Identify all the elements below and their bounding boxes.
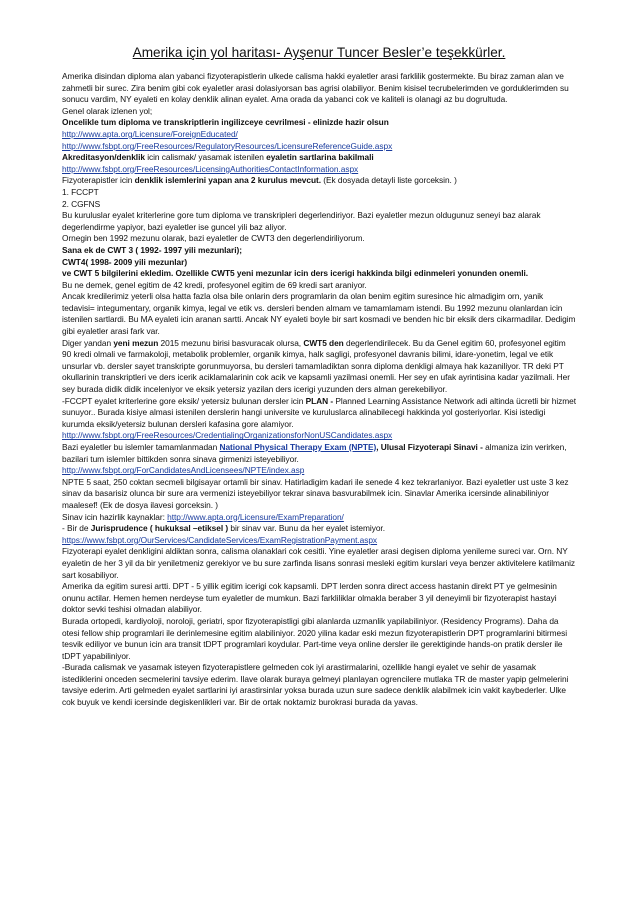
document-title: Amerika için yol haritası- Ayşenur Tuncer Besler’e teşekkürler. — [132, 45, 506, 60]
bold-text: Sana ek de CWT 3 ( 1992- 1997 yili mezunlari); — [62, 244, 242, 255]
text-run: Burada ortopedi, kardiyoloji, noroloji, geriatri, spor fizyoterapistligi gibi alanlarda uzmanlik yapilabiliniyor. (Residency Programs). Daha da otesi fellow ship programlari ile derinlemesine egitim alabiliniyor. 2020 yilina kadar eski mezun fizyoterapistlerin DPT programlarini bitirmesi tesvik ediliyor ve bunun icin ara transit tDPT programlari koydular. Part-time veya online dersler ile gerektiginde hands-on pratik dersler ile tDPT yapabiliniyor. — [62, 615, 568, 661]
link[interactable]: National Physical Therapy Exam (NPTE) — [219, 442, 377, 452]
paragraph — [62, 291, 576, 337]
link[interactable]: http://www.fsbpt.org/FreeResources/RegulatoryResources/LicensureReferenceGuide.aspx — [62, 140, 393, 151]
text-run: (Ek dosyada detayli liste gorceksin. ) — [321, 175, 457, 186]
text-run: Ornegin ben 1992 mezunu olarak, bazi eyaletler de CWT3 den degerlendiriliyorum. — [62, 233, 365, 244]
text-run: icin calismak/ yasamak istenilen — [144, 152, 267, 163]
paragraph — [62, 129, 576, 141]
paragraph — [62, 280, 576, 292]
paragraph — [62, 152, 576, 164]
bold-text: yeni mezun — [113, 337, 159, 348]
bold-text: Jurisprudence ( hukuksal –etiksel ) — [90, 523, 229, 534]
bold-text: denklik islemlerini yapan ana 2 kurulus mevcut. — [134, 175, 322, 186]
bold-text: PLAN - — [305, 395, 334, 406]
text-run: degerlendirilecek. Bu da Genel egitim 60, profesyonel egitim 90 kredi olmali ve farmakoloji, metabolik problemler, organik kimya, halk sagligi, profesyonel davranis bilimi, idare-yonetim, legal ve etik unsurlar vb. dersler sayet transkripte gorunmuyorsa, bu dersleri tamamladiktan sonra diploma denkligi almaya hak kazaniliyor. TR deki PT okullarinin transkriptleri ve ders icerik aciklamalarinin cok acik ve kapsamli yazilmasi onemli. Her sey en ufak ayrintisina kadar yazilmali. Her sey burada didik didik inceleniyor ve eksik yetersiz yazilan ders icerigi yuzunden ders alman gerekebiliyor. — [62, 337, 570, 395]
paragraph — [62, 616, 576, 662]
link[interactable]: http://www.fsbpt.org/ForCandidatesAndLicensees/NPTE/index.asp — [62, 465, 305, 476]
text-run: bir sinav var. Bunu da her eyalet istemiyor. — [228, 523, 385, 534]
text-run: Amerika da egitim suresi artti. DPT - 5 yillik egitim icerigi cok kapsamli. DPT lerden sonra direct access hastanin direkt PT ye gelmesinin onunu actilar. Hemen hemen nerdeyse tum eyaletler de mumkun. Bazi farkliliklar olmakla beraber 3 yil deneyimli bir fizyoterapist hastayi doktor sevki teshisi olmadan alabiliyor. — [62, 581, 557, 615]
paragraph — [62, 338, 576, 396]
paragraph — [62, 141, 576, 153]
text-run: Genel olarak izlenen yol; — [62, 105, 153, 116]
link[interactable]: http://www.fsbpt.org/FreeResources/CredentialingOrganizationsforNonUSCandidates.aspx — [62, 430, 393, 441]
text-run: -FCCPT eyalet kriterlerine gore eksik/ yetersiz bulunan dersler icin — [62, 395, 306, 406]
document-body — [62, 71, 576, 709]
text-run: NPTE 5 saat, 250 coktan secmeli bilgisayar ortamli bir sinav. Hatirladigim kadari ile senede 4 kez tekrarlaniyor. Bazi eyaletler ust uste 3 kez sinav da basarisiz olunca bir sure ara vermenizi isteyebiliyor tekrar sinava basvurabilmek icin. Sinavlar Amerika icersinde alinabiliniyor maalesef! (Ek de dosya ilavesi gorceksin. ) — [62, 476, 569, 510]
text-run: Bu kuruluslar eyalet kriterlerine gore tum diploma ve transkripleri degerlendiriyor. Bazi eyaletler mezun oldugunuz seneyi baz alarak degerlendirme yapiyor, bazi eyaletler ise guncel yili baz aliyor. — [62, 210, 541, 232]
text-run: - Bir de — [62, 523, 91, 534]
link[interactable]: https://www.fsbpt.org/OurServices/CandidateServices/ExamRegistrationPayment.aspx — [62, 534, 378, 545]
paragraph — [62, 233, 576, 245]
bold-text: Oncelikle tum diploma ve transkriptlerin ingilizceye cevrilmesi - elinizde hazir olsun — [62, 117, 389, 128]
text-run: 2. CGFNS — [62, 198, 101, 209]
bold-text: , Ulusal Fizyoterapi Sinavi - — [376, 442, 483, 452]
paragraph — [62, 396, 576, 431]
text-run: 1. FCCPT — [62, 186, 99, 197]
paragraph — [62, 71, 576, 106]
bold-text: Akreditasyon/denklik — [62, 152, 145, 163]
paragraph — [62, 187, 576, 199]
paragraph — [62, 106, 576, 118]
paragraph — [62, 430, 576, 442]
paragraph — [62, 245, 576, 257]
bold-text: CWT5 den — [303, 337, 344, 348]
text-run: Planned Learning Assistance Network adi altinda ücretli bir hizmet sunuyor.. Burada kisiye almasi istenilen derslerin hangi universite ve kuruluslarca alinabilecegi hakkinda yol gosteriyorlar. Kisi istedigi kurumda eksik/yetersiz bulunan dersleri kafasina gore alamiyor. — [62, 395, 576, 429]
link[interactable]: http://www.fsbpt.org/FreeResources/LicensingAuthoritiesContactInformation.aspx — [62, 163, 359, 174]
paragraph — [62, 523, 576, 535]
paragraph — [62, 546, 576, 581]
paragraph — [62, 164, 576, 176]
text-run: Bu ne demek, genel egitim de 42 kredi, profesyonel egitim de 69 kredi sart araniyor. — [62, 279, 367, 290]
paragraph — [62, 268, 576, 280]
paragraph — [62, 581, 576, 616]
paragraph — [62, 465, 576, 477]
text-run: almaniza izin verirken, bazilari tum islemler bittikden sonra sinava girmenizi isteyebiliyor. — [62, 442, 567, 464]
bold-text: ve CWT 5 bilgilerini ekledim. Ozellikle CWT5 yeni mezunlar icin ders icerigi hakkinda bilgi edinmeleri yonunden onemli. — [62, 268, 529, 279]
paragraph — [62, 477, 576, 512]
text-run: -Burada calismak ve yasamak isteyen fizyoterapistlere gelmeden cok iyi arastirmalarini, ozellikle hangi eyalet ve sehir de yasamak istediklerini onceden secmelerini tavsiye ederim. Ilave olarak buraya gelmeyi planlayan ogrencilere mutlaka TR de master yapip gelmelerini tavsiye ederim. Arti gelmeden eyalet sartlarini iyi arastirsinlar yoksa burada uzun sure sadece denklik alabilmek icin vakit kaybederler. Ulke cok buyuk ve kendi icersinde degiskenlikleri var. Bir de ortak noktamiz burokrasi burada da yavas. — [62, 662, 569, 708]
bold-text: CWT4( 1998- 2009 yili mezunlar) — [62, 256, 188, 267]
paragraph — [62, 662, 576, 708]
paragraph — [62, 175, 576, 187]
bold-text: eyaletin sartlarina bakilmali — [266, 152, 374, 163]
paragraph — [62, 199, 576, 211]
text-run: 2015 mezunu birisi basvuracak olursa, — [158, 337, 304, 348]
paragraph — [62, 535, 576, 547]
paragraph — [62, 257, 576, 269]
text-run: Fizyoterapistler icin — [62, 175, 135, 186]
paragraph — [62, 512, 576, 524]
text-run: Diger yandan — [62, 337, 114, 348]
link[interactable]: http://www.apta.org/Licensure/ExamPreparation/ — [167, 511, 344, 522]
text-run: Sinav icin hazirlik kaynaklar: — [62, 511, 168, 522]
text-run: Ancak kredilerimiz yeterli olsa hatta fazla olsa bile onlarin ders programlarin da olan benim egitim suresince hic almadigim orn, yanik tedavisi= integumentary, organik kimya, legal ve etik vs. dersleri benden almam ve tamamlamam istendi. Bu 1992 mezunu olanlardan icin istenilen sartlardi. Bu MA eyaleti icin aranan sartti. Ancak NY eyaleti boyle bir sart kosmadi ve benden hic bir eksik ders cikarmadilar. Dedigim gibi eyaletler arasi fark var. — [62, 291, 576, 337]
link[interactable]: http://www.apta.org/Licensure/ForeignEducated/ — [62, 128, 238, 139]
text-run: Bazi eyaletler bu islemler tamamlanmadan — [62, 442, 220, 452]
text-run: Amerika disindan diploma alan yabanci fizyoterapistlerin ulkede calisma hakki eyaletler arasi farklilik gostermekte. Bu biraz zaman alan ve zahmetli bir surec. Zira benim gibi cok eyaletler arasi dolasiyorsan bas agrisi olabiliyor. Benim kisisel tecrubelerimden ve gorduklerimden su sonucu vardim, NY eyaleti en kolay denklik alinan eyalet. Ama orada da yabanci cok ve kaliteli is olanagi az bu dogrultuda. — [62, 71, 569, 105]
paragraph — [62, 210, 576, 233]
paragraph — [62, 442, 576, 465]
text-run: Fizyoterapi eyalet denkligini aldiktan sonra, calisma olanaklari cok cesitli. Yine eyaletler arasi degisen diploma yenileme sureci var. Orn. NY eyaletin de her 3 yil da bir yeniletmeniz gerekiyor ve bu sure zarfinda lisans sonrasi mesleki egitim kurslari veya benzer aktivitelere katilmaniz sart kosabiliyor. — [62, 546, 576, 580]
paragraph — [62, 117, 576, 129]
